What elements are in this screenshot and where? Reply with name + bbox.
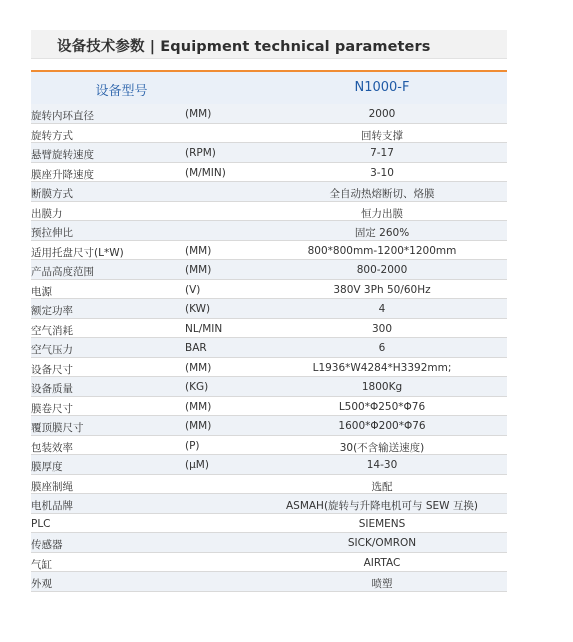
param-unit: (MM) xyxy=(185,264,212,276)
model-value: N1000-F xyxy=(354,80,410,95)
param-label: 传感器 xyxy=(31,539,63,551)
param-value: 4 xyxy=(378,303,386,315)
param-unit: (MM) xyxy=(185,108,212,120)
param-unit: (P) xyxy=(185,439,200,452)
param-label: 设备质量 xyxy=(31,383,73,395)
table-row xyxy=(31,338,507,358)
param-unit: (μM) xyxy=(185,459,209,471)
param-value: 恒力出膜 xyxy=(361,207,403,220)
param-label: 膜卷尺寸 xyxy=(31,402,73,415)
param-label: 旋转内环直径 xyxy=(31,110,94,122)
param-unit: (M/MIN) xyxy=(185,166,226,179)
table-row xyxy=(31,319,507,339)
param-label: 电机品牌 xyxy=(31,500,73,512)
param-label: 外观 xyxy=(31,578,52,590)
param-label: 膜座升降速度 xyxy=(31,168,94,181)
param-label: 气缸 xyxy=(31,558,52,571)
param-value: 380V 3Ph 50/60Hz xyxy=(333,283,431,296)
param-label: 空气消耗 xyxy=(31,324,73,337)
parameters-table xyxy=(31,104,507,592)
table-row xyxy=(31,280,507,300)
param-value: 300 xyxy=(371,322,393,335)
table-row xyxy=(31,377,507,397)
table-row xyxy=(31,475,507,495)
table-row xyxy=(31,163,507,183)
param-unit: (MM) xyxy=(185,420,212,432)
table-row xyxy=(31,241,507,261)
table-row xyxy=(31,397,507,417)
param-label: 出膜力 xyxy=(31,207,63,220)
param-unit: BAR xyxy=(185,342,207,354)
param-value: 1600*Φ200*Φ76 xyxy=(338,420,426,432)
param-value: 6 xyxy=(378,342,386,354)
section-title: 设备技术参数 | Equipment technical parameters xyxy=(57,39,431,55)
table-row xyxy=(31,299,507,319)
section-header xyxy=(31,30,507,59)
param-value: 7-17 xyxy=(370,147,394,159)
param-value: 2000 xyxy=(368,108,396,120)
param-value: 30(不含输送速度) xyxy=(339,441,425,454)
param-value: SICK/OMRON xyxy=(347,537,417,549)
param-unit: NL/MIN xyxy=(185,322,223,335)
param-label: PLC xyxy=(31,517,51,530)
table-row xyxy=(31,553,507,573)
table-row xyxy=(31,455,507,475)
param-label: 产品高度范围 xyxy=(31,266,94,278)
param-label: 膜厚度 xyxy=(31,461,63,473)
table-row xyxy=(31,260,507,280)
param-unit: (MM) xyxy=(185,244,212,257)
table-row xyxy=(31,202,507,222)
param-value: 选配 xyxy=(371,480,393,493)
param-unit: (KG) xyxy=(185,381,209,393)
model-label: 设备型号 xyxy=(95,84,148,99)
param-label: 旋转方式 xyxy=(31,129,73,142)
param-unit: (MM) xyxy=(185,400,212,413)
param-label: 电源 xyxy=(31,285,52,298)
param-label: 额定功率 xyxy=(31,305,73,317)
param-label: 悬臂旋转速度 xyxy=(31,149,94,161)
param-value: AIRTAC xyxy=(363,556,401,569)
param-label: 设备尺寸 xyxy=(31,363,73,376)
param-label: 适用托盘尺寸(L*W) xyxy=(31,246,124,259)
table-row xyxy=(31,494,507,514)
param-unit: (V) xyxy=(185,283,201,296)
table-row xyxy=(31,182,507,202)
param-value: ASMAH(旋转与升降电机可与 SEW 互换) xyxy=(285,500,479,512)
param-value: SIEMENS xyxy=(358,517,406,530)
param-value: L1936*W4284*H3392mm; xyxy=(312,361,452,374)
param-value: 全自动热熔断切、烙膜 xyxy=(329,188,435,200)
param-label: 膜座制绳 xyxy=(31,480,73,493)
table-row xyxy=(31,514,507,534)
param-unit: (RPM) xyxy=(185,147,216,159)
table-row xyxy=(31,572,507,592)
param-value: L500*Φ250*Φ76 xyxy=(338,400,426,413)
table-row xyxy=(31,416,507,436)
param-value: 3-10 xyxy=(370,166,394,179)
param-value: 800-2000 xyxy=(356,264,408,276)
param-value: 固定 260% xyxy=(354,227,410,239)
table-row xyxy=(31,143,507,163)
param-unit: (KW) xyxy=(185,303,211,315)
table-row xyxy=(31,436,507,456)
param-value: 14-30 xyxy=(366,459,398,471)
param-label: 覆顶膜尺寸 xyxy=(31,422,84,434)
table-header-row xyxy=(31,72,507,104)
table-row xyxy=(31,221,507,241)
param-label: 断膜方式 xyxy=(31,188,73,200)
param-value: 1800Kg xyxy=(361,381,403,393)
table-row xyxy=(31,358,507,378)
param-unit: (MM) xyxy=(185,361,212,374)
param-value: 800*800mm-1200*1200mm xyxy=(307,244,457,257)
param-label: 空气压力 xyxy=(31,344,73,356)
table-row xyxy=(31,104,507,124)
table-row xyxy=(31,124,507,144)
param-label: 预拉伸比 xyxy=(31,227,73,239)
param-value: 喷塑 xyxy=(371,578,393,590)
param-value: 回转支撑 xyxy=(361,129,403,142)
param-label: 包装效率 xyxy=(31,441,73,454)
table-row xyxy=(31,533,507,553)
